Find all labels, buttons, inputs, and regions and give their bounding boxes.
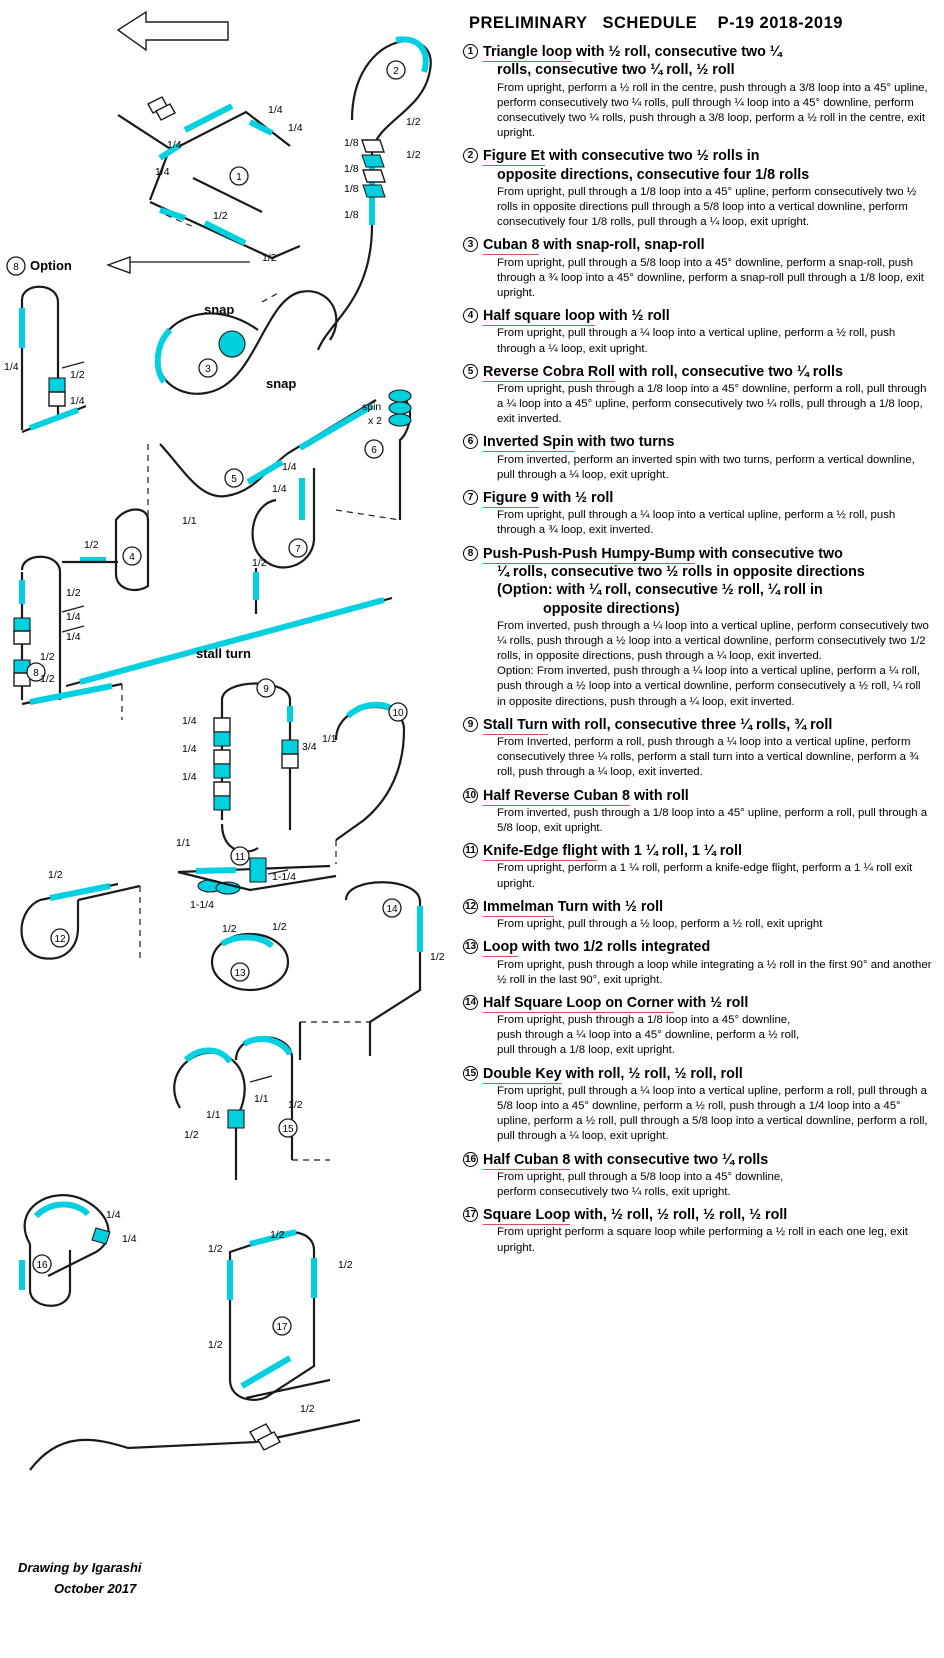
figure-number-badge: 4 xyxy=(463,308,478,323)
figure-title: Immelman Turn with ½ roll xyxy=(483,898,664,915)
ground-line xyxy=(30,1420,360,1470)
figure-entry xyxy=(463,1206,932,1256)
svg-text:10: 10 xyxy=(392,708,404,719)
figure-5-path xyxy=(160,400,376,496)
drawing-credits xyxy=(18,1558,142,1600)
page-title: PRELIMINARY SCHEDULE P-19 2018-2019 xyxy=(469,14,843,32)
svg-text:spin: spin xyxy=(362,401,382,413)
figure-number-badge: 7 xyxy=(463,490,478,505)
figure-2-path xyxy=(318,39,431,350)
credit-author: Drawing by Igarashi xyxy=(18,1560,142,1576)
figure-title: Loop with two 1/2 rolls integrated xyxy=(483,939,711,956)
svg-text:stall turn: stall turn xyxy=(196,646,251,661)
figure-number-badge: 12 xyxy=(464,900,477,912)
svg-text:1/4: 1/4 xyxy=(288,122,303,134)
figure-14-path xyxy=(300,882,445,1060)
svg-text:1/2: 1/2 xyxy=(66,587,81,599)
figure-13-path xyxy=(212,921,288,990)
svg-text:17: 17 xyxy=(276,1322,288,1333)
svg-text:1/4: 1/4 xyxy=(122,1233,137,1245)
figure-description: From upright, pull through a 1/8 loop into a 45° upline, perform consecutively two ½ rolls in opposite directions pull through a 5/8 loop into a vertical downline, perform consecutively four 1/8 rolls, pull through a ¼ loop, exit upright. xyxy=(497,185,917,229)
svg-text:1/4: 1/4 xyxy=(106,1209,121,1221)
svg-text:1/2: 1/2 xyxy=(272,921,287,933)
figure-3-path xyxy=(158,291,337,394)
figure-number-badge: 17 xyxy=(464,1209,477,1221)
svg-text:1/2: 1/2 xyxy=(84,539,99,551)
svg-text:14: 14 xyxy=(386,904,398,915)
figure-entry xyxy=(463,994,932,1059)
figure-8-option-path xyxy=(4,257,86,432)
svg-text:1-1/4: 1-1/4 xyxy=(272,871,296,883)
flight-path-drawing xyxy=(0,0,452,1600)
svg-text:1/4: 1/4 xyxy=(4,361,19,373)
direction-arrow-icon xyxy=(118,12,228,50)
stall-turn-line xyxy=(66,598,392,686)
figure-10-path xyxy=(322,703,407,864)
svg-text:15: 15 xyxy=(282,1124,294,1135)
figure-number-badge: 9 xyxy=(463,717,478,732)
svg-text:1/4: 1/4 xyxy=(70,395,85,407)
figure-description: From upright, pull through a ¼ loop into a vertical upline, perform a roll, pull through a 5/8 loop into a 45° downline, perform a ½ roll, push through a 1/4 loop into a 45° upline, perform a ½ roll, pull through a 5/8 loop into a vertical downline, perform a roll, pull through a ¼ loop, exit upright. xyxy=(497,1084,928,1143)
svg-text:1/4: 1/4 xyxy=(182,743,197,755)
svg-text:4: 4 xyxy=(129,552,135,563)
svg-text:1/2: 1/2 xyxy=(288,1099,303,1111)
figure-title: Half square loop with ½ roll xyxy=(483,308,670,325)
figure-description: From upright, push through a loop while integrating a ½ roll in the first 90° and another ½ roll in the last 90°, exit upright. xyxy=(497,958,932,986)
figure-title: Figure 9 with ½ roll xyxy=(483,490,614,507)
figure-description: From upright, perform a 1 ¼ roll, perform a knife-edge flight, perform a 1 ¼ roll exit upright. xyxy=(497,862,913,890)
svg-text:1-1/4: 1-1/4 xyxy=(190,899,214,911)
figure-entry xyxy=(463,842,932,892)
figure-number-badge: 8 xyxy=(463,546,478,561)
svg-text:1/2: 1/2 xyxy=(300,1403,315,1415)
svg-text:snap: snap xyxy=(266,376,297,391)
svg-text:1/2: 1/2 xyxy=(70,369,85,381)
figure-entry xyxy=(463,898,932,932)
figure-description: From inverted, push through a 1/8 loop into a 45° upline, perform a roll, pull through a 5/8 loop, exit upright. xyxy=(497,806,928,834)
figure-title: Double Key with roll, ½ roll, ½ roll, roll xyxy=(483,1065,743,1082)
figure-entry xyxy=(463,1151,932,1201)
svg-text:7: 7 xyxy=(295,544,301,555)
figure-entry xyxy=(463,433,932,483)
svg-text:1/2: 1/2 xyxy=(270,1229,285,1241)
figure-11-path xyxy=(178,847,336,911)
svg-text:1/2: 1/2 xyxy=(208,1339,223,1351)
svg-text:1/2: 1/2 xyxy=(406,116,421,128)
svg-text:1/2: 1/2 xyxy=(222,923,237,935)
schedule-text-panel xyxy=(455,0,944,1658)
svg-text:1/1: 1/1 xyxy=(254,1093,269,1105)
figure-number-badge: 11 xyxy=(463,843,478,858)
svg-text:16: 16 xyxy=(36,1260,48,1271)
svg-text:1/4: 1/4 xyxy=(182,771,197,783)
sequence-diagram xyxy=(0,0,452,1658)
figure-title: Reverse Cobra Roll with roll, consecutive two ¼ rolls xyxy=(483,363,843,380)
figure-entry xyxy=(463,716,932,781)
figure-title: Half Square Loop on Corner with ½ roll xyxy=(483,994,749,1011)
figure-1-path xyxy=(108,97,303,273)
figure-8-path xyxy=(14,557,122,720)
svg-text:1/2: 1/2 xyxy=(406,149,421,161)
figure-6-path xyxy=(336,390,411,520)
figure-description: From upright, perform a ½ roll in the centre, push through a 3/8 loop into a 45° upline, perform consecutively two ¼ rolls, pull through ¼ loop into a 45° downline, perform consecutively two ¼ rolls, push through a 3/8 loop, perform a ½ roll in the centre, exit upright. xyxy=(497,81,928,140)
svg-text:1/8: 1/8 xyxy=(344,163,359,175)
svg-text:8: 8 xyxy=(13,262,19,273)
svg-text:1/1: 1/1 xyxy=(206,1109,221,1121)
svg-text:1/4: 1/4 xyxy=(167,139,182,151)
figure-entry xyxy=(463,307,932,357)
figure-entry xyxy=(463,489,932,539)
svg-text:1/8: 1/8 xyxy=(344,183,359,195)
figure-entry xyxy=(463,1065,932,1145)
svg-text:1/4: 1/4 xyxy=(282,461,297,473)
svg-text:1/8: 1/8 xyxy=(344,137,359,149)
svg-text:1/2: 1/2 xyxy=(430,951,445,963)
figure-number-badge: 6 xyxy=(463,434,478,449)
figure-entry xyxy=(463,147,932,230)
svg-text:1/1: 1/1 xyxy=(322,733,337,745)
svg-text:1/4: 1/4 xyxy=(272,483,287,495)
svg-text:1/2: 1/2 xyxy=(252,557,267,569)
figure-number-badge: 5 xyxy=(463,364,478,379)
svg-text:1/2: 1/2 xyxy=(208,1243,223,1255)
figure-title: Square Loop with, ½ roll, ½ roll, ½ roll, ½ roll xyxy=(483,1207,788,1224)
figure-description: From Inverted, perform a roll, push through a ¼ loop into a vertical upline, perform consecutively three ¼ rolls, perform a stall turn into a vertical downline, perform a ¾ roll, push through a ¼ loop, exit inverted. xyxy=(497,736,919,779)
svg-text:9: 9 xyxy=(263,684,269,695)
figure-description: From upright, pull through a 5/8 loop into a 45° downline, perform consecutively two ¼ rolls, exit upright. xyxy=(497,1170,784,1198)
figure-number-badge: 14 xyxy=(464,996,477,1008)
svg-text:1/8: 1/8 xyxy=(344,209,359,221)
svg-text:1/4: 1/4 xyxy=(182,715,197,727)
figure-entry xyxy=(463,938,932,988)
figure-title: Push-Push-Push Humpy-Bump with consecutive two ¼ rolls, consecutive two ½ rolls in opposite directions (Option: with ¼ roll, consecutive ½ roll, ¼ roll in opposite directions) xyxy=(483,545,865,617)
svg-text:1/4: 1/4 xyxy=(66,631,81,643)
svg-text:1/4: 1/4 xyxy=(155,166,170,178)
svg-text:1/2: 1/2 xyxy=(40,651,55,663)
svg-text:6: 6 xyxy=(371,445,377,456)
figure-title: Inverted Spin with two turns xyxy=(483,434,675,451)
svg-text:1: 1 xyxy=(236,172,242,183)
figure-title: Stall Turn with roll, consecutive three ¼ rolls, ¾ roll xyxy=(483,716,833,733)
figure-number-badge: 13 xyxy=(464,941,477,953)
figure-number-badge: 10 xyxy=(464,789,477,801)
figure-12-path xyxy=(22,869,141,960)
svg-text:1/4: 1/4 xyxy=(66,611,81,623)
figure-17-path xyxy=(208,1229,353,1415)
svg-text:1/2: 1/2 xyxy=(262,252,277,264)
figure-4-path xyxy=(62,444,197,590)
svg-text:1/4: 1/4 xyxy=(268,104,283,116)
svg-text:1/2: 1/2 xyxy=(40,673,55,685)
svg-text:5: 5 xyxy=(231,474,237,485)
figure-title: Knife-Edge flight with 1 ¼ roll, 1 ¼ roll xyxy=(483,843,742,860)
figure-entry xyxy=(463,43,932,141)
figure-entry xyxy=(463,545,932,710)
figure-entry xyxy=(463,363,932,428)
figure-title: Half Reverse Cuban 8 with roll xyxy=(483,787,689,804)
svg-text:1/2: 1/2 xyxy=(338,1259,353,1271)
svg-text:13: 13 xyxy=(234,968,246,979)
figure-description: From inverted, push through a ¼ loop into a vertical upline, perform consecutively two ¼ rolls, push through a ½ loop into a vertical downline, perform consecutively two 1/2 rolls, in opposite directions, push through a ¼ loop, exit inverted. Option: From inverted, push through a ¼ loop into a vertical upline, perform a ¼ roll, push through a ½ loop into a vertical downline, perform consecutively a ½ roll, ¼ roll in opposite directions, push through a ¼ loop, exit inverted. xyxy=(497,619,929,708)
figure-description: From upright, pull through a ¼ loop into a vertical upline, perform a ½ roll, push through a ¼ loop, exit upright. xyxy=(497,327,896,355)
svg-text:12: 12 xyxy=(54,934,66,945)
figure-number-badge: 15 xyxy=(464,1067,477,1079)
svg-text:1/1: 1/1 xyxy=(182,515,197,527)
figure-title: Figure Et with consecutive two ½ rolls in opposite directions, consecutive four 1/8 rolls xyxy=(483,148,810,183)
figure-16-path xyxy=(22,1195,137,1306)
figure-description: From upright, pull through a ½ loop, perform a ½ roll, exit upright xyxy=(497,918,823,931)
svg-text:11: 11 xyxy=(234,852,246,863)
svg-text:Option: Option xyxy=(30,258,72,273)
svg-text:3: 3 xyxy=(205,364,211,375)
figure-title: Half Cuban 8 with consecutive two ¼ rolls xyxy=(483,1151,769,1168)
credit-date: October 2017 xyxy=(54,1581,137,1597)
figure-9-path xyxy=(176,679,317,852)
figure-title: Triangle loop with ½ roll, consecutive two ¼ rolls, consecutive two ¼ roll, ½ roll xyxy=(483,44,782,79)
figure-15-path xyxy=(174,1037,330,1180)
svg-text:snap: snap xyxy=(204,302,235,317)
figure-number-badge: 1 xyxy=(463,44,478,59)
figure-number-badge: 16 xyxy=(464,1153,477,1165)
figure-description: From upright perform a square loop while performing a ½ roll in each one leg, exit upright. xyxy=(497,1226,908,1254)
figure-list xyxy=(463,43,932,1256)
figure-entry xyxy=(463,236,932,301)
figure-description: From upright, pull through a ¼ loop into a vertical upline, perform a ½ roll, push through a ¾ loop, exit inverted. xyxy=(497,509,896,537)
figure-description: From inverted, perform an inverted spin with two turns, perform a vertical downline, pull through a ¼ loop, exit upright. xyxy=(497,453,915,481)
figure-description: From upright, pull through a 5/8 loop into a 45° downline, perform a snap-roll, push through a ¾ loop into a 45° downline, perform a snap-roll pull through a 1/8 loop, exit upright. xyxy=(497,256,924,299)
svg-text:1/2: 1/2 xyxy=(213,210,228,222)
svg-text:1/2: 1/2 xyxy=(184,1129,199,1141)
svg-text:2: 2 xyxy=(393,66,399,77)
figure-description: From upright, push through a 1/8 loop into a 45° downline, perform a roll, pull through a ¼ loop into a 45° upline, perform consecutively two ¼ rolls, pull through a 1/8 loop, exit inverted. xyxy=(497,382,927,426)
figure-title: Cuban 8 with snap-roll, snap-roll xyxy=(483,237,705,254)
figure-entry xyxy=(463,787,932,837)
figure-number-badge: 2 xyxy=(463,148,478,163)
svg-text:1/2: 1/2 xyxy=(48,869,63,881)
figure-description: From upright, push through a 1/8 loop into a 45° downline, push through a ¼ loop into a 45° downline, perform a ½ roll, pull through a 1/8 loop, exit upright. xyxy=(497,1014,800,1057)
svg-text:3/4: 3/4 xyxy=(302,741,317,753)
svg-text:1/1: 1/1 xyxy=(176,837,191,849)
svg-text:8: 8 xyxy=(33,668,39,679)
figure-number-badge: 3 xyxy=(463,237,478,252)
svg-text:x 2: x 2 xyxy=(368,415,383,427)
